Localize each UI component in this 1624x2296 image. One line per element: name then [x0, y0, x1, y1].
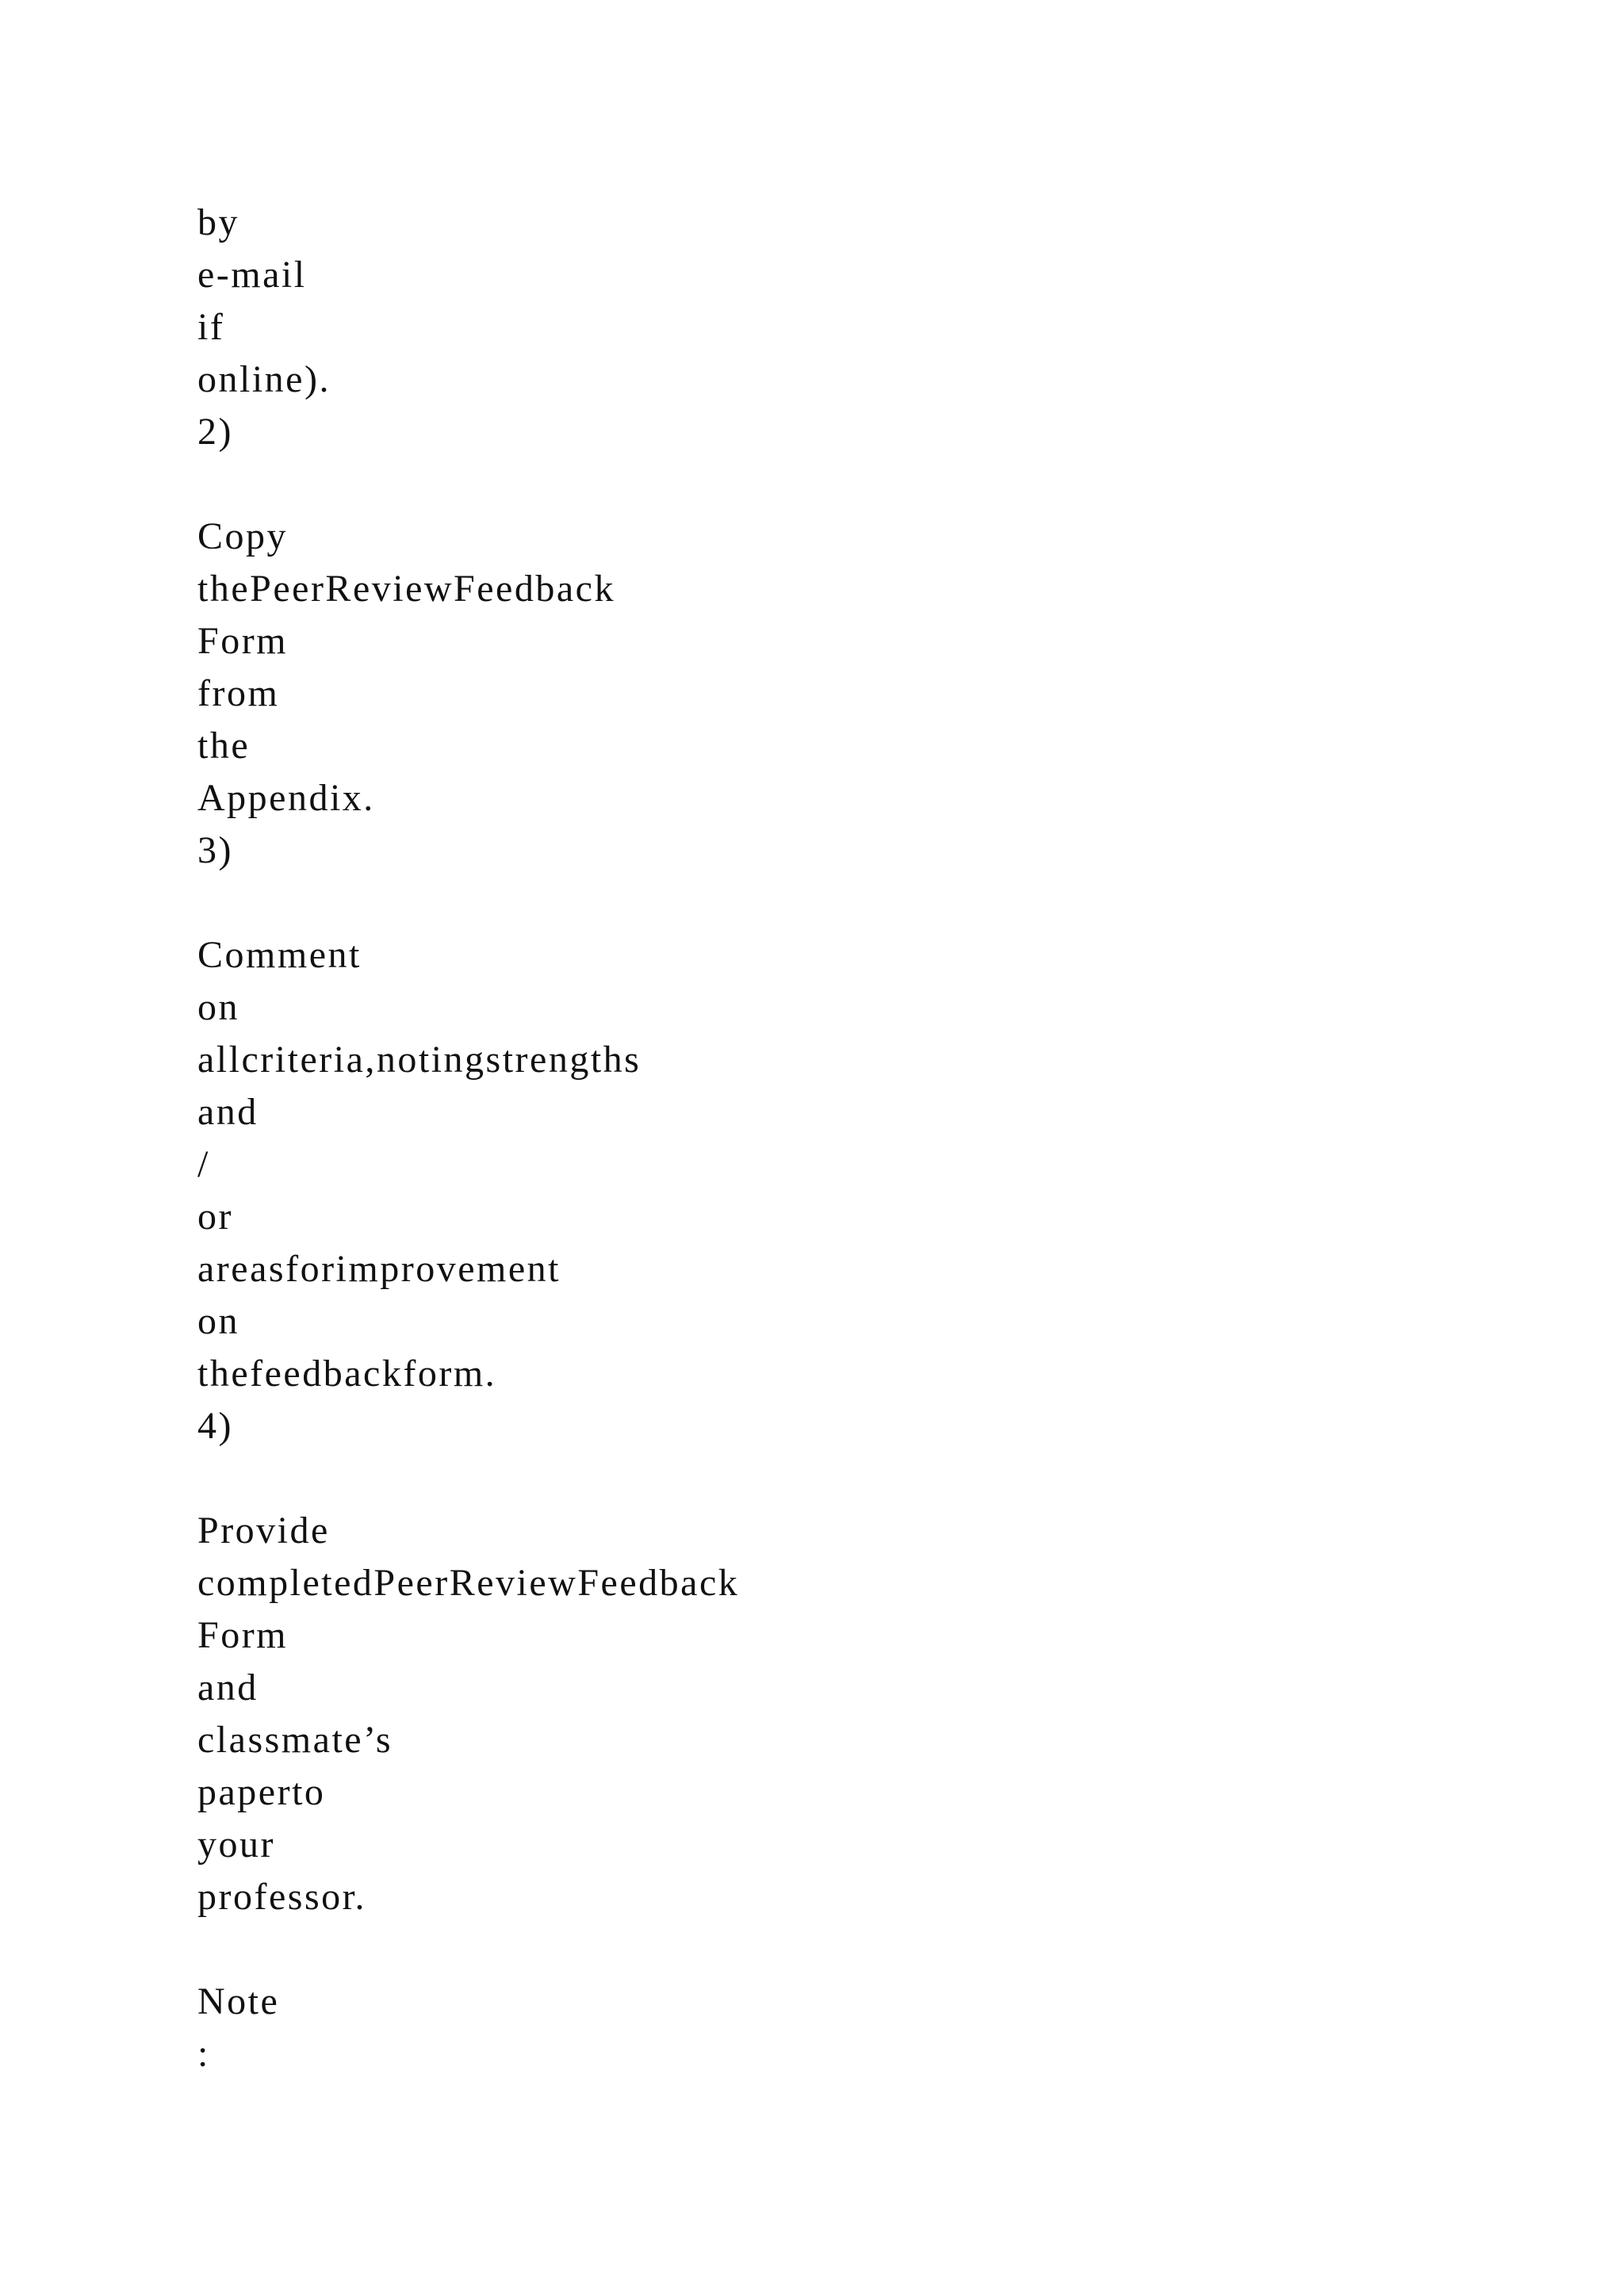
text-line: Copy	[197, 515, 289, 557]
text-line: e-mail	[197, 254, 307, 296]
text-line: thePeerReviewFeedback	[197, 568, 615, 610]
blank-line	[197, 1923, 739, 1976]
text-line: classmate’s	[197, 1719, 393, 1761]
text-line: allcriteria,notingstrengths	[197, 1039, 642, 1081]
list-number: 4)	[197, 1405, 233, 1447]
text-line: Comment	[197, 934, 362, 976]
blank-line	[197, 458, 739, 511]
text-line: and	[197, 1667, 259, 1709]
blank-line	[197, 877, 739, 929]
text-line: on	[197, 1300, 239, 1342]
text-line: by	[197, 201, 239, 243]
text-line: Note	[197, 1980, 280, 2022]
text-line: from	[197, 672, 280, 714]
list-number: 2)	[197, 411, 233, 453]
text-line: completedPeerReviewFeedback	[197, 1562, 740, 1604]
text-line: your	[197, 1823, 275, 1866]
text-line: Form	[197, 620, 289, 662]
text-line: and	[197, 1091, 259, 1133]
list-number: 3)	[197, 829, 233, 871]
text-line: on	[197, 986, 239, 1028]
text-line: if	[197, 306, 225, 348]
text-line: paperto	[197, 1771, 326, 1813]
text-line: thefeedbackform.	[197, 1353, 497, 1395]
text-line: online).	[197, 358, 331, 400]
text-line: :	[197, 2033, 210, 2075]
text-line: or	[197, 1196, 233, 1238]
text-line: Appendix.	[197, 777, 375, 819]
text-line: /	[197, 1143, 210, 1185]
text-line: Form	[197, 1614, 289, 1656]
blank-line	[197, 1452, 739, 1505]
text-line: Provide	[197, 1510, 330, 1552]
text-line: areasforimprovement	[197, 1248, 561, 1290]
text-line: the	[197, 725, 251, 767]
text-line: professor.	[197, 1876, 366, 1918]
document-text	[197, 197, 739, 2080]
